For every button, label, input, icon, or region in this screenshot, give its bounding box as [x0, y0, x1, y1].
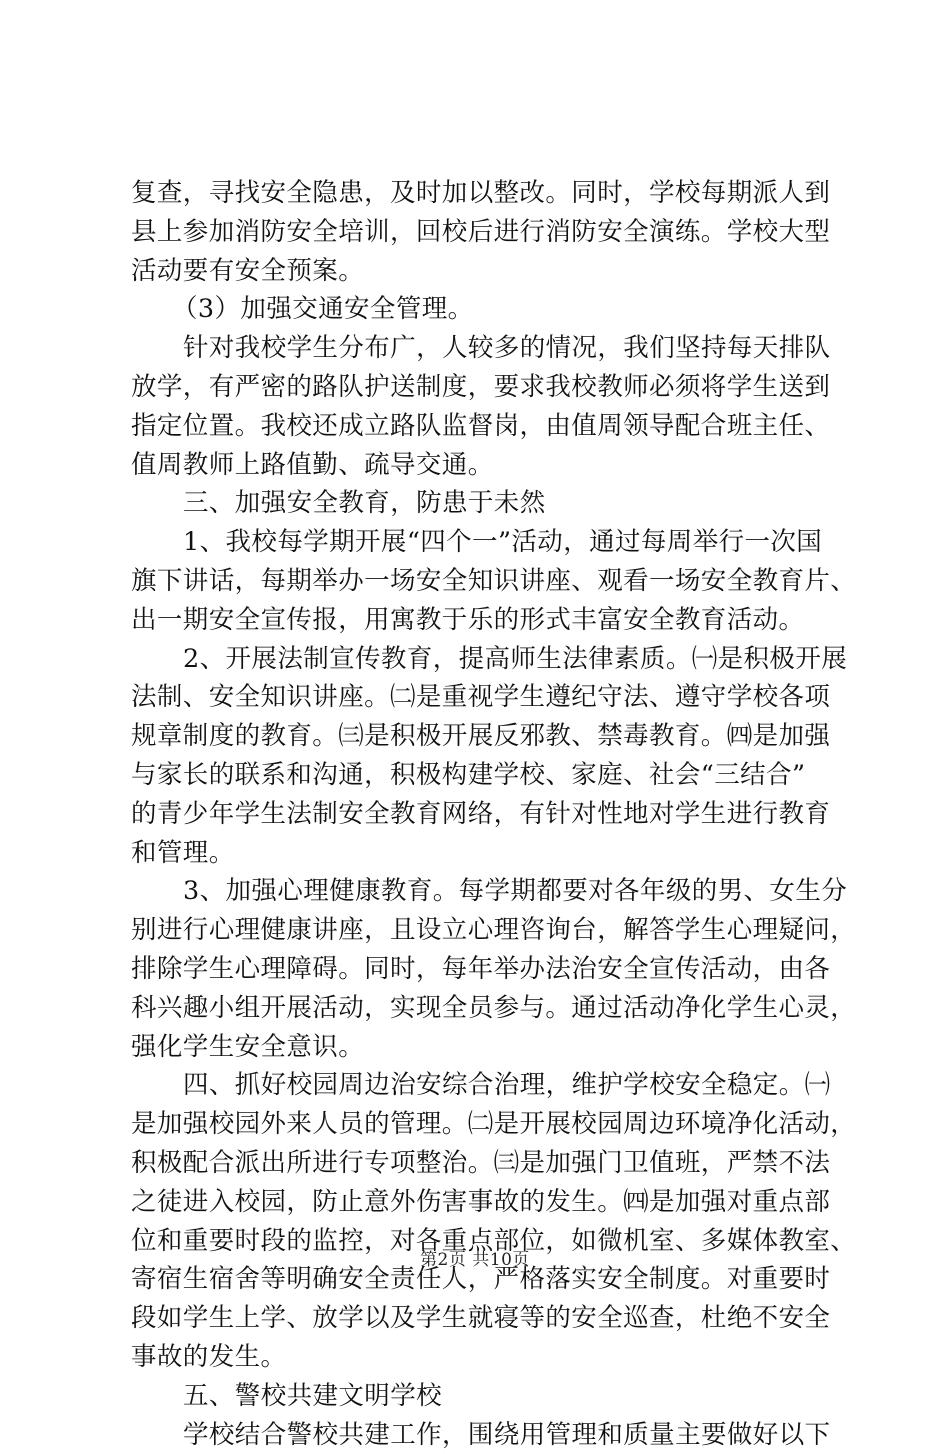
page-footer: 第2页 共10页: [0, 1245, 950, 1270]
text-line: 旗下讲话，每期举办一场安全知识讲座、观看一场安全教育片、: [131, 562, 831, 601]
text-line: 放学，有严密的路队护送制度，要求我校教师必须将学生送到: [131, 368, 831, 407]
text-line: 与家长的联系和沟通，积极构建学校、家庭、社会“三结合”: [131, 756, 831, 795]
text-line: （3）加强交通安全管理。: [131, 290, 831, 329]
text-line: 强化学生安全意识。: [131, 1028, 831, 1067]
text-line: 活动要有安全预案。: [131, 252, 831, 291]
text-line: 别进行心理健康讲座，且设立心理咨询台，解答学生心理疑问，: [131, 911, 831, 950]
text-line: 法制、安全知识讲座。㈡是重视学生遵纪守法、遵守学校各项: [131, 678, 831, 717]
text-line: 2、开展法制宣传教育，提高师生法律素质。㈠是积极开展: [131, 640, 831, 679]
section-heading: 四、抓好校园周边治安综合治理，维护学校安全稳定。㈠: [131, 1066, 831, 1105]
text-line: 的青少年学生法制安全教育网络，有针对性地对学生进行教育: [131, 795, 831, 834]
text-line: 3、加强心理健康教育。每学期都要对各年级的男、女生分: [131, 872, 831, 911]
text-line: 位和重要时段的监控，对各重点部位，如微机室、多媒体教室、: [131, 1222, 831, 1261]
text-line: 针对我校学生分布广，人较多的情况，我们坚持每天排队: [131, 329, 831, 368]
text-line: 出一期安全宣传报，用寓教于乐的形式丰富安全教育活动。: [131, 601, 831, 640]
text-line: 寄宿生宿舍等明确安全责任人，严格落实安全制度。对重要时: [131, 1260, 831, 1299]
text-line: 科兴趣小组开展活动，实现全员参与。通过活动净化学生心灵，: [131, 989, 831, 1028]
text-line: 排除学生心理障碍。同时，每年举办法治安全宣传活动，由各: [131, 950, 831, 989]
text-line: 1、我校每学期开展“四个一”活动，通过每周举行一次国: [131, 523, 831, 562]
text-line: 指定位置。我校还成立路队监督岗，由值周领导配合班主任、: [131, 407, 831, 446]
text-line: 是加强校园外来人员的管理。㈡是开展校园周边环境净化活动，: [131, 1105, 831, 1144]
text-line: 之徒进入校园，防止意外伤害事故的发生。㈣是加强对重点部: [131, 1183, 831, 1222]
text-line: 学校结合警校共建工作，围绕用管理和质量主要做好以下: [131, 1416, 831, 1454]
section-heading: 三、加强安全教育，防患于未然: [131, 484, 831, 523]
text-line: 段如学生上学、放学以及学生就寝等的安全巡查，杜绝不安全: [131, 1299, 831, 1338]
text-line: 复查，寻找安全隐患，及时加以整改。同时，学校每期派人到: [131, 174, 831, 213]
text-line: 值周教师上路值勤、疏导交通。: [131, 446, 831, 485]
text-line: 和管理。: [131, 834, 831, 873]
text-line: 规章制度的教育。㈢是积极开展反邪教、禁毒教育。㈣是加强: [131, 717, 831, 756]
text-line: 积极配合派出所进行专项整治。㈢是加强门卫值班，严禁不法: [131, 1144, 831, 1183]
text-line: 县上参加消防安全培训，回校后进行消防安全演练。学校大型: [131, 213, 831, 252]
text-line: 事故的发生。: [131, 1338, 831, 1377]
section-heading: 五、警校共建文明学校: [131, 1377, 831, 1416]
